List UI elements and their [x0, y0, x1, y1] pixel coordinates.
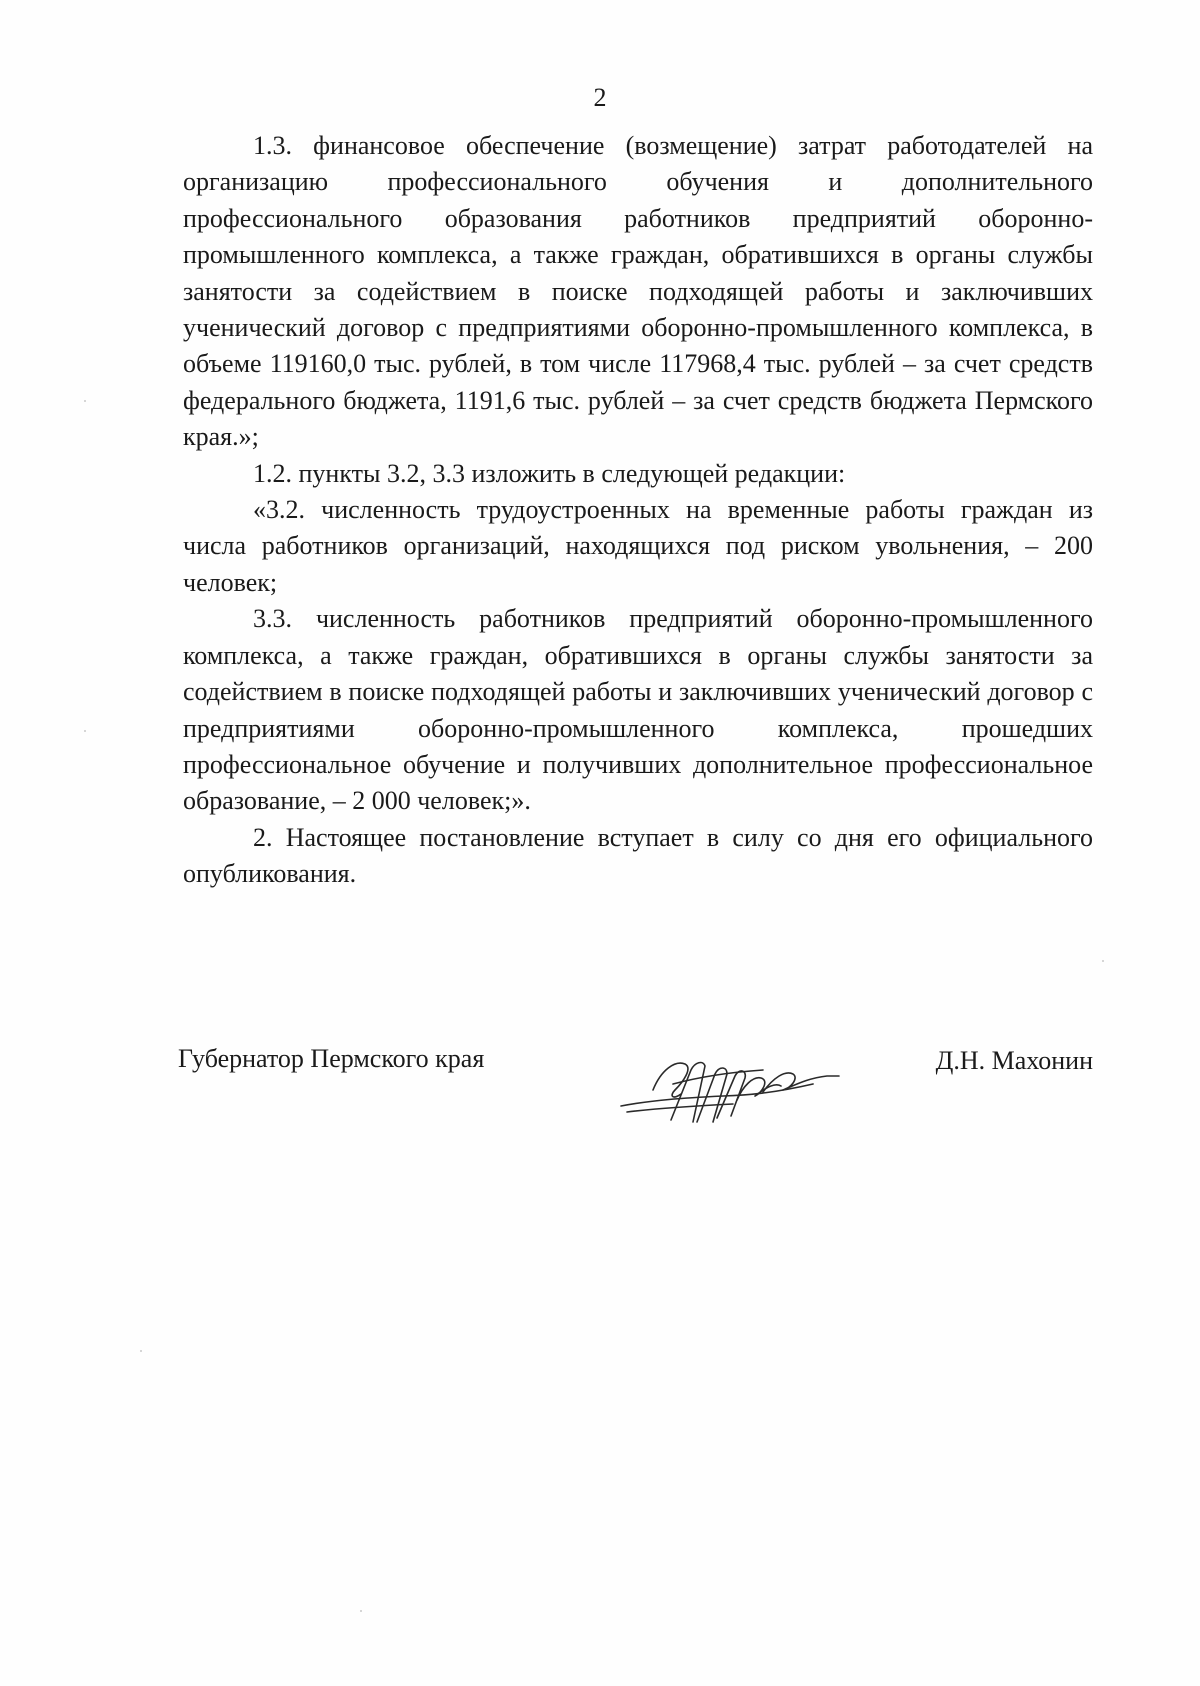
paragraph-1-2: 1.2. пункты 3.2, 3.3 изложить в следующей редакции: — [253, 458, 846, 488]
handwritten-signature — [613, 1030, 843, 1140]
scan-speck — [1102, 960, 1104, 962]
scan-speck — [140, 1350, 142, 1352]
paragraph-2: 2. Настоящее постановление вступает в силу со дня его официального опубликования. — [183, 822, 1093, 889]
paragraph-3-3: 3.3. численность работников предприятий оборонно-промышленного комплекса, а также граждан, обратившихся в органы службы занятости за содействием в поиске подходящей работы и заключивших ученический договор с предприятиями оборонно-промышленного комплекса, прошедших профессиональное обучение и получивших дополнительное профессиональное образование, – 2 000 человек;». — [183, 604, 1093, 816]
paragraph-3-2: «3.2. численность трудоустроенных на временные работы граждан из числа работников организаций, находящихся под риском увольнения, – 200 человек; — [183, 495, 1093, 597]
scan-speck — [360, 1610, 362, 1612]
signatory-position: Губернатор Пермского края — [178, 1044, 485, 1073]
paragraph-1-3: 1.3. финансовое обеспечение (возмещение) затрат работодателей на организацию профессионального обучения и дополнительного профессионального образования работников предприятий оборонно-промышленного комплекса, а также граждан, обратившихся в органы службы занятости за содействием в поиске подходящей работы и заключивших ученический договор с предприятиями оборонно-промышленного комплекса, в объеме 119160,0 тыс. рублей, в том числе 117968,4 тыс. рублей – за счет средств федерального бюджета, 1191,6 тыс. рублей – за счет средств бюджета Пермского края.»; — [183, 131, 1093, 452]
scan-speck — [84, 400, 86, 402]
document-body — [183, 128, 1093, 893]
signatory-name: Д.Н. Махонин — [935, 1046, 1093, 1075]
page-number: 2 — [593, 83, 607, 112]
scan-speck — [84, 730, 86, 732]
signature-block — [178, 1030, 1093, 1140]
